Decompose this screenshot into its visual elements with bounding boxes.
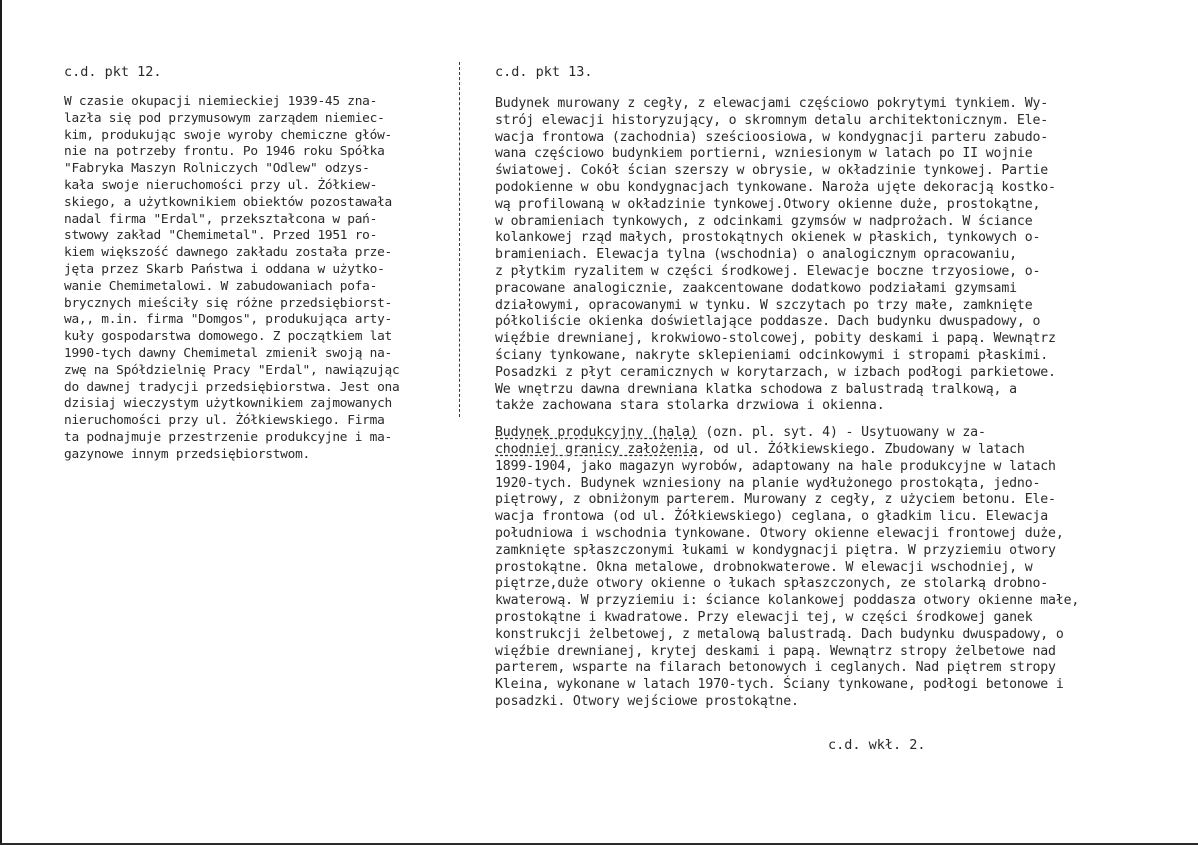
page-left-border bbox=[0, 0, 2, 845]
text-line: działowymi, opracowanymi w tynku. W szczytach po trzy małe, zamknięte bbox=[495, 297, 1033, 313]
continuation-note: c.d. wkł. 2. bbox=[828, 737, 926, 753]
text-line: w obramieniach tynkowych, z odcinkami gzymsów w nadprożach. W ściance bbox=[495, 213, 1033, 229]
text-line: kolankowej rząd małych, prostokątnych okienek w płaskich, tynkowych o- bbox=[495, 230, 1041, 246]
underlined-title: Budynek produkcyjny (hala) bbox=[495, 425, 698, 441]
text-line: wą profilowaną w okładzinie tynkowej.Otwory okienne duże, prostokątne, bbox=[495, 196, 1041, 212]
text-line: piętrowy, z obniżonym parterem. Murowany z cegły, z użyciem betonu. Ele- bbox=[495, 492, 1056, 508]
text-line: także zachowana stara stolarka drzwiowa i okienna. bbox=[495, 398, 885, 414]
right-column bbox=[495, 64, 1125, 711]
text-line: kim, produkując swoje wyroby chemiczne głów- bbox=[64, 127, 392, 143]
text-line: piętrze,duże otwory okienne o łukach spłaszczonych, ze stolarką drobno- bbox=[495, 576, 1049, 592]
right-heading: c.d. pkt 13. bbox=[495, 64, 593, 80]
right-paragraph-2 bbox=[495, 425, 1125, 711]
text-line: konstrukcji żelbetowej, z metalową balustradą. Dach budynku dwuspadowy, o bbox=[495, 626, 1064, 642]
text-line: kuły gospodarstwa domowego. Z początkiem lat bbox=[64, 329, 392, 345]
left-heading: c.d. pkt 12. bbox=[64, 64, 162, 80]
text-line: lazła się pod przymusowym zarządem niemiec- bbox=[64, 110, 385, 126]
text-line: strój elewacji historyzujący, o skromnym detalu architektonicznym. Ele- bbox=[495, 112, 1049, 128]
text-line: Kleina, wykonane w latach 1970-tych. Ściany tynkowane, podłogi betonowe i bbox=[495, 677, 1064, 693]
column-divider bbox=[459, 62, 460, 417]
text-line bbox=[495, 442, 1125, 459]
text-line: "Fabryka Maszyn Rolniczych "Odlew" odzys- bbox=[64, 161, 370, 177]
text-line: wacja frontowa (zachodnia) sześcioosiowa, w kondygnacji parteru zabudo- bbox=[495, 129, 1049, 145]
text-line: Posadzki z płyt ceramicznych w korytarzach, w izbach podłogi parkietowe. bbox=[495, 364, 1056, 380]
text-line: południowa i wschodnia tynkowane. Otwory okienne elewacji frontowej duże, bbox=[495, 525, 1064, 541]
text-line: bramieniach. Elewacja tylna (wschodnia) o analogicznym opracowaniu, bbox=[495, 247, 1017, 263]
paragraph-gap bbox=[495, 415, 1125, 425]
text-line: dzisiaj wieczystym użytkownikiem zajmowanych bbox=[64, 396, 392, 412]
text-line: W czasie okupacji niemieckiej 1939-45 zna- bbox=[64, 94, 378, 109]
text-line: do dawnej tradycji przedsiębiorstwa. Jest ona bbox=[64, 379, 400, 395]
text-line: zamknięte spłaszczonymi łukami w kondygnacji piętra. W przyziemiu otwory bbox=[495, 542, 1056, 558]
text-line: prostokątne. Okna metalowe, drobnokwaterowe. W elewacji wschodniej, w bbox=[495, 559, 1033, 575]
text-run: , od ul. Żółkiewskiego. Zbudowany w latach bbox=[697, 441, 1025, 457]
text-line: stwowy zakład "Chemimetal". Przed 1951 ro- bbox=[64, 228, 378, 244]
underlined-text: chodniej granicy założenia bbox=[495, 441, 698, 457]
text-line: kiem większość dawnego zakładu została prze- bbox=[64, 245, 392, 261]
text-line: z płytkim ryzalitem w części środkowej. Elewacje boczne trzyosiowe, o- bbox=[495, 263, 1041, 279]
text-line: Budynek murowany z cegły, z elewacjami częściowo pokrytymi tynkiem. Wy- bbox=[495, 96, 1049, 111]
text-line: wanie Chemimetalowi. W zabudowaniach pofa- bbox=[64, 278, 378, 294]
text-line: brycznych mieściły się różne przedsiębiorst- bbox=[64, 295, 392, 311]
text-line: prostokątne i kwadratowe. Przy elewacji tej, w części środkowej ganek bbox=[495, 609, 1033, 625]
left-column bbox=[64, 64, 454, 464]
text-line: zwę na Spółdzielnię Pracy "Erdal", nawiązując bbox=[64, 362, 400, 378]
text-line: wa,, m.in. firma "Domgos", produkująca arty- bbox=[64, 312, 392, 328]
text-line: wacja frontowa (od ul. Żółkiewskiego) ceglana, o gładkim licu. Elewacja bbox=[495, 509, 1049, 525]
text-line: 1920-tych. Budynek wzniesiony na planie wydłużonego prostokąta, jedno- bbox=[495, 475, 1041, 491]
text-line: parterem, wsparte na filarach betonowych i ceglanych. Nad piętrem stropy bbox=[495, 660, 1056, 676]
text-line: ta podnajmuje przestrzenie produkcyjne i ma- bbox=[64, 429, 392, 445]
text-line: 1899-1904, jako magazyn wyrobów, adaptowany na hale produkcyjne w latach bbox=[495, 458, 1056, 474]
text-line: wana częściowo budynkiem portierni, wzniesionym w latach po II wojnie bbox=[495, 146, 1033, 162]
text-run: (ozn. pl. syt. 4) - Usytuowany w za- bbox=[697, 425, 986, 441]
text-line: pracowane analogicznie, zaakcentowane dodatkowo podziałami gzymsami bbox=[495, 280, 1017, 296]
text-line: światowej. Cokół ścian szerszy w obrysie, w okładzinie tynkowej. Partie bbox=[495, 163, 1049, 179]
text-line: posadzki. Otwory wejściowe prostokątne. bbox=[495, 693, 799, 709]
text-line: nie na potrzeby frontu. Po 1946 roku Spółka bbox=[64, 144, 385, 160]
text-line: gazynowe innym przedsiębiorstwom. bbox=[64, 446, 310, 462]
text-line: więźbie drewnianej, krokwiowo-stolcowej, pobity deskami i papą. Wewnątrz bbox=[495, 331, 1056, 347]
text-line: We wnętrzu dawna drewniana klatka schodowa z balustradą tralkową, a bbox=[495, 381, 1017, 397]
text-line: więźbie drewnianej, krytej deskami i papą. Wewnątrz stropy żelbetowe nad bbox=[495, 643, 1056, 659]
text-line: podokienne w obu kondygnacjach tynkowane. Naroża ujęte dekoracją kostko- bbox=[495, 179, 1056, 195]
text-line: jęta przez Skarb Państwa i oddana w użytko- bbox=[64, 261, 385, 277]
left-paragraph bbox=[64, 94, 454, 464]
right-paragraph-1 bbox=[495, 96, 1125, 415]
text-line bbox=[495, 425, 1125, 442]
text-line: 1990-tych dawny Chemimetal zmienił swoją na- bbox=[64, 345, 392, 361]
text-line: nieruchomości przy ul. Żółkiewskiego. Firma bbox=[64, 413, 385, 429]
text-line: półkoliście okienka doświetlające poddasze. Dach budynku dwuspadowy, o bbox=[495, 314, 1041, 330]
text-line: ściany tynkowane, nakryte sklepieniami odcinkowymi i stropami płaskimi. bbox=[495, 347, 1049, 363]
text-line: kała swoje nieruchomości przy ul. Żółkiew- bbox=[64, 177, 378, 193]
text-line: skiego, a użytkownikiem obiektów pozostawała bbox=[64, 194, 392, 210]
text-line: nadal firma "Erdal", przekształcona w pań- bbox=[64, 211, 378, 227]
text-line: kwaterową. W przyziemiu i: ściance kolankowej poddasza otwory okienne małe, bbox=[495, 593, 1080, 609]
